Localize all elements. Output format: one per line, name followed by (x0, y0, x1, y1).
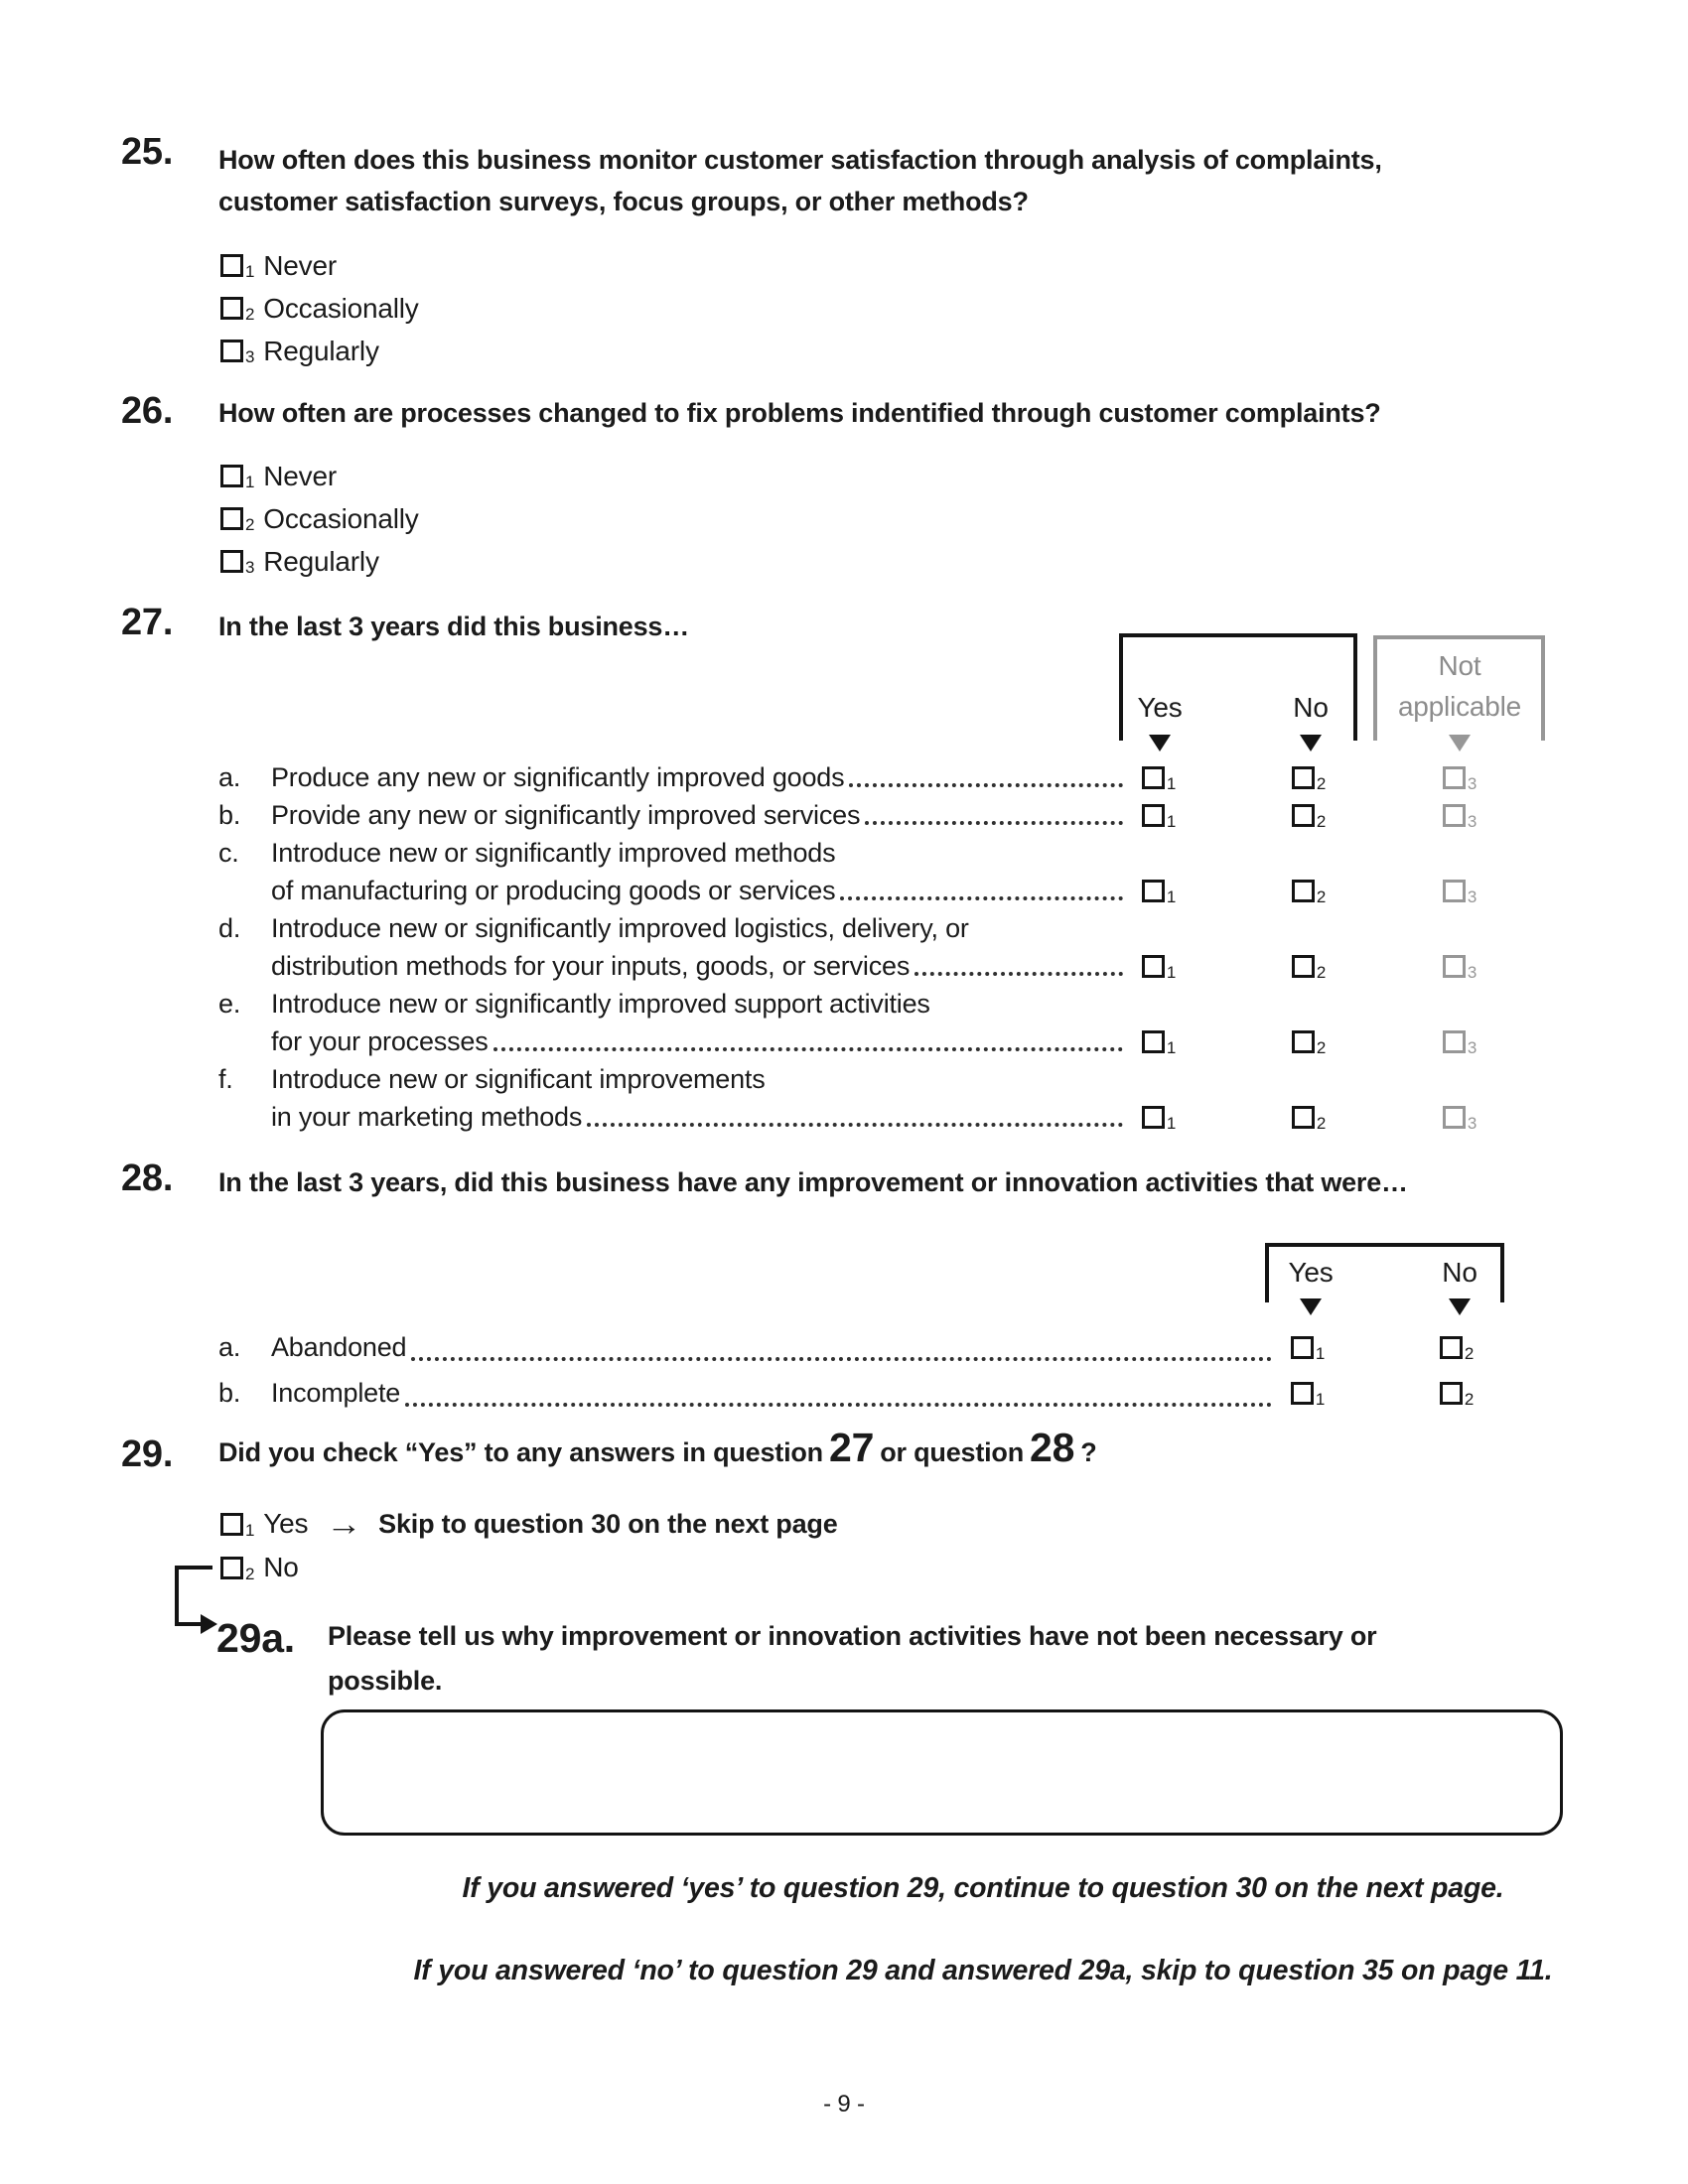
q27-col-na-line2: applicable (1397, 691, 1522, 722)
table-row (218, 1023, 1549, 1060)
table-row (218, 1060, 1549, 1098)
item-letter: a. (218, 761, 241, 792)
checkbox-subscript: 1 (1166, 773, 1177, 793)
checkbox-square[interactable] (220, 550, 243, 573)
checkbox-subscript: 2 (245, 515, 255, 534)
checkbox-subscript: 2 (1464, 1343, 1475, 1363)
item-text: in your marketing methods (271, 1101, 583, 1132)
q25-option-occasionally (220, 287, 419, 330)
checkbox-square[interactable] (220, 340, 243, 362)
q29-number: 29. (121, 1433, 174, 1475)
item-text: Introduce new or significantly improved methods (271, 837, 836, 868)
q27-col-na-line1: Not (1438, 650, 1481, 681)
checkbox-subscript: 3 (245, 347, 255, 366)
checkbox-no[interactable] (1440, 1382, 1475, 1409)
item-text: of manufacturing or producing goods or services (271, 875, 836, 905)
checkbox-square[interactable] (1443, 880, 1466, 902)
checkbox-na[interactable] (1443, 1106, 1477, 1133)
checkbox-subscript: 2 (1316, 887, 1327, 906)
checkbox-no[interactable] (220, 1557, 255, 1583)
dotted-leader (411, 1357, 1272, 1361)
checkbox-subscript: 3 (1467, 811, 1477, 831)
checkbox-square[interactable] (1292, 1030, 1315, 1053)
q25-option-regularly (220, 330, 419, 372)
q28-number: 28. (121, 1158, 174, 1199)
checkbox-square[interactable] (1142, 1030, 1165, 1053)
q25-option-never (220, 244, 419, 287)
checkbox[interactable] (220, 507, 255, 534)
q29a-number: 29a. (216, 1615, 295, 1661)
checkbox-subscript: 3 (1467, 1037, 1477, 1057)
dotted-leader (865, 821, 1123, 825)
down-arrow-icon (1449, 735, 1471, 751)
checkbox[interactable] (220, 550, 255, 577)
checkbox-yes[interactable] (1142, 1030, 1177, 1057)
q28-col-yes-label: Yes (1288, 1257, 1334, 1288)
dotted-leader (914, 972, 1123, 976)
skip-connector-line (175, 1622, 203, 1626)
q27-title: In the last 3 years did this business… (218, 612, 690, 641)
q29-title-prefix: Did you check “Yes” to any answers in question (218, 1437, 823, 1467)
checkbox-square[interactable] (1142, 1106, 1165, 1129)
checkbox-no[interactable] (1292, 1106, 1327, 1133)
arrow-right-icon (201, 1614, 217, 1634)
checkbox-no[interactable] (1292, 880, 1327, 906)
q26-number: 26. (121, 390, 174, 432)
checkbox-square[interactable] (220, 507, 243, 530)
q28-title: In the last 3 years, did this business have any improvement or innovation activities that were… (218, 1167, 1408, 1197)
item-letter: a. (218, 1331, 241, 1362)
item-letter: e. (218, 988, 241, 1019)
q28-col-no-label: No (1442, 1257, 1477, 1288)
checkbox-subscript: 3 (1467, 1113, 1477, 1133)
note-yes-instruction: If you answered ‘yes’ to question 29, continue to question 30 on the next page. (462, 1872, 1504, 1904)
skip-connector-line (175, 1566, 179, 1626)
checkbox-subscript: 2 (1316, 1037, 1327, 1057)
q27-number: 27. (121, 602, 174, 643)
checkbox-subscript: 3 (1467, 887, 1477, 906)
checkbox-subscript: 3 (1467, 962, 1477, 982)
checkbox-square[interactable] (1142, 804, 1165, 827)
table-row (218, 834, 1549, 872)
checkbox-no[interactable] (1292, 804, 1327, 831)
checkbox-subscript: 2 (1316, 962, 1327, 982)
q29-title-mid: or question (880, 1437, 1025, 1467)
checkbox-square[interactable] (1440, 1336, 1463, 1359)
q29a-title-line2: possible. (328, 1666, 443, 1696)
q26-title: How often are processes changed to fix problems indentified through customer complaints? (218, 398, 1381, 428)
dotted-leader (587, 1123, 1123, 1127)
checkbox-yes[interactable] (1291, 1382, 1326, 1409)
checkbox-na[interactable] (1443, 1030, 1477, 1057)
checkbox-subscript: 2 (1464, 1389, 1475, 1409)
checkbox-square[interactable] (1142, 880, 1165, 902)
checkbox-square[interactable] (220, 1557, 243, 1579)
option-label: Yes (263, 1508, 309, 1539)
q27-col-na-label (1375, 645, 1544, 727)
checkbox-yes[interactable] (1142, 766, 1177, 793)
note-no-instruction: If you answered ‘no’ to question 29 and answered 29a, skip to question 35 on page 11. (413, 1955, 1553, 1986)
q27-col-no-label: No (1293, 692, 1329, 723)
q28-items (218, 1324, 1549, 1416)
dotted-leader (840, 896, 1123, 900)
dotted-leader (849, 783, 1123, 787)
dotted-leader (493, 1047, 1124, 1051)
item-text: Introduce new or significantly improved support activities (271, 988, 930, 1019)
item-letter: b. (218, 799, 241, 830)
checkbox-square[interactable] (1142, 766, 1165, 789)
checkbox-square[interactable] (1292, 1106, 1315, 1129)
item-text: distribution methods for your inputs, goods, or services (271, 950, 911, 981)
option-label: No (263, 1552, 299, 1582)
table-row (218, 1370, 1549, 1416)
table-row (218, 1098, 1549, 1136)
table-row (218, 796, 1549, 834)
item-letter: c. (218, 837, 239, 868)
checkbox-na[interactable] (1443, 766, 1477, 793)
checkbox-yes[interactable] (1291, 1336, 1326, 1363)
q29-option-yes (220, 1507, 838, 1541)
q27-yes-no-bracket (1119, 633, 1357, 741)
checkbox[interactable] (220, 465, 255, 491)
item-text: Produce any new or significantly improved goods (271, 761, 845, 792)
checkbox-na[interactable] (1443, 955, 1477, 982)
q26-option-never (220, 455, 419, 497)
checkbox-square[interactable] (1292, 955, 1315, 978)
checkbox-subscript: 1 (1166, 811, 1177, 831)
q25-title (218, 139, 1509, 222)
checkbox[interactable] (220, 340, 255, 366)
arrow-right-icon: → (326, 1505, 362, 1542)
q25-options (220, 244, 419, 372)
checkbox-yes[interactable] (1142, 955, 1177, 982)
checkbox-subscript: 1 (1166, 887, 1177, 906)
option-label: Regularly (263, 545, 379, 577)
checkbox-square[interactable] (1443, 804, 1466, 827)
checkbox-yes[interactable] (220, 1513, 255, 1540)
option-label: Occasionally (263, 502, 419, 534)
down-arrow-icon (1300, 735, 1322, 751)
item-letter: f. (218, 1063, 233, 1094)
checkbox-square[interactable] (1292, 880, 1315, 902)
checkbox-subscript: 1 (245, 473, 255, 491)
checkbox-subscript: 1 (1166, 1037, 1177, 1057)
q26-options (220, 455, 419, 583)
dotted-leader (405, 1403, 1272, 1407)
q25-number: 25. (121, 131, 174, 173)
checkbox-subscript: 3 (1467, 773, 1477, 793)
q25-title-line1: How often does this business monitor customer satisfaction through analysis of complaints, (218, 145, 1382, 175)
checkbox-subscript: 1 (1166, 962, 1177, 982)
q29-title (218, 1425, 1097, 1470)
checkbox-subscript: 1 (245, 262, 255, 281)
item-text: Abandoned (271, 1331, 407, 1362)
q29-ref-28: 28 (1030, 1425, 1075, 1470)
checkbox-square[interactable] (1443, 1106, 1466, 1129)
checkbox-subscript: 1 (245, 1520, 255, 1540)
checkbox-square[interactable] (1292, 804, 1315, 827)
checkbox-subscript: 2 (1316, 1113, 1327, 1133)
option-label: Regularly (263, 335, 379, 366)
checkbox-no[interactable] (1292, 766, 1327, 793)
q29-option-no (220, 1551, 299, 1584)
checkbox-square[interactable] (1291, 1382, 1314, 1405)
q26-option-regularly (220, 540, 419, 583)
option-label: Never (263, 460, 337, 491)
checkbox-subscript: 2 (1316, 773, 1327, 793)
table-row (218, 872, 1549, 909)
table-row (218, 985, 1549, 1023)
checkbox-subscript: 3 (245, 558, 255, 577)
checkbox-subscript: 2 (245, 305, 255, 324)
option-label: Never (263, 249, 337, 281)
checkbox-subscript: 1 (1315, 1343, 1326, 1363)
q27-items (218, 758, 1549, 1136)
checkbox-subscript: 1 (1166, 1113, 1177, 1133)
item-text: Provide any new or significantly improved services (271, 799, 861, 830)
checkbox[interactable] (220, 297, 255, 324)
table-row (218, 758, 1549, 796)
q26-option-occasionally (220, 497, 419, 540)
item-text: for your processes (271, 1025, 489, 1056)
q29-ref-27: 27 (828, 1425, 875, 1470)
item-text: Introduce new or significantly improved logistics, delivery, or (271, 912, 969, 943)
item-letter: d. (218, 912, 241, 943)
page-number: - 9 - (823, 2091, 865, 2117)
checkbox-no[interactable] (1292, 955, 1327, 982)
down-arrow-icon (1449, 1298, 1471, 1315)
checkbox-square[interactable] (1443, 955, 1466, 978)
checkbox-yes[interactable] (1142, 880, 1177, 906)
checkbox-square[interactable] (1443, 766, 1466, 789)
checkbox-square[interactable] (1443, 1030, 1466, 1053)
checkbox-square[interactable] (1440, 1382, 1463, 1405)
table-row (218, 947, 1549, 985)
checkbox-square[interactable] (220, 465, 243, 487)
checkbox-subscript: 2 (1316, 811, 1327, 831)
table-row (218, 909, 1549, 947)
item-letter: b. (218, 1377, 241, 1408)
checkbox-yes[interactable] (1142, 1106, 1177, 1133)
checkbox-square[interactable] (1292, 766, 1315, 789)
item-text: Introduce new or significant improvements (271, 1063, 766, 1094)
q29a-title-line1: Please tell us why improvement or innovation activities have not been necessary or (328, 1621, 1377, 1651)
checkbox-square[interactable] (1142, 955, 1165, 978)
q25-title-line2: customer satisfaction surveys, focus groups, or other methods? (218, 187, 1029, 216)
option-label: Occasionally (263, 292, 419, 324)
down-arrow-icon (1149, 735, 1171, 751)
skip-connector-line (175, 1566, 212, 1570)
table-row (218, 1324, 1549, 1370)
checkbox-square[interactable] (220, 254, 243, 277)
q29-skip-instruction: Skip to question 30 on the next page (378, 1508, 838, 1539)
down-arrow-icon (1300, 1298, 1322, 1315)
q29-title-suffix: ? (1080, 1437, 1097, 1467)
q29a-answer-box[interactable] (321, 1709, 1563, 1836)
checkbox[interactable] (220, 254, 255, 281)
checkbox-na[interactable] (1443, 880, 1477, 906)
checkbox-square[interactable] (220, 1513, 243, 1536)
q29a-title (328, 1614, 1539, 1704)
checkbox-yes[interactable] (1142, 804, 1177, 831)
item-text: Incomplete (271, 1377, 401, 1408)
checkbox-no[interactable] (1440, 1336, 1475, 1363)
checkbox-subscript: 2 (245, 1564, 255, 1583)
checkbox-square[interactable] (1291, 1336, 1314, 1359)
checkbox-square[interactable] (220, 297, 243, 320)
checkbox-na[interactable] (1443, 804, 1477, 831)
q27-col-yes-label: Yes (1137, 692, 1183, 723)
checkbox-no[interactable] (1292, 1030, 1327, 1057)
checkbox-subscript: 1 (1315, 1389, 1326, 1409)
